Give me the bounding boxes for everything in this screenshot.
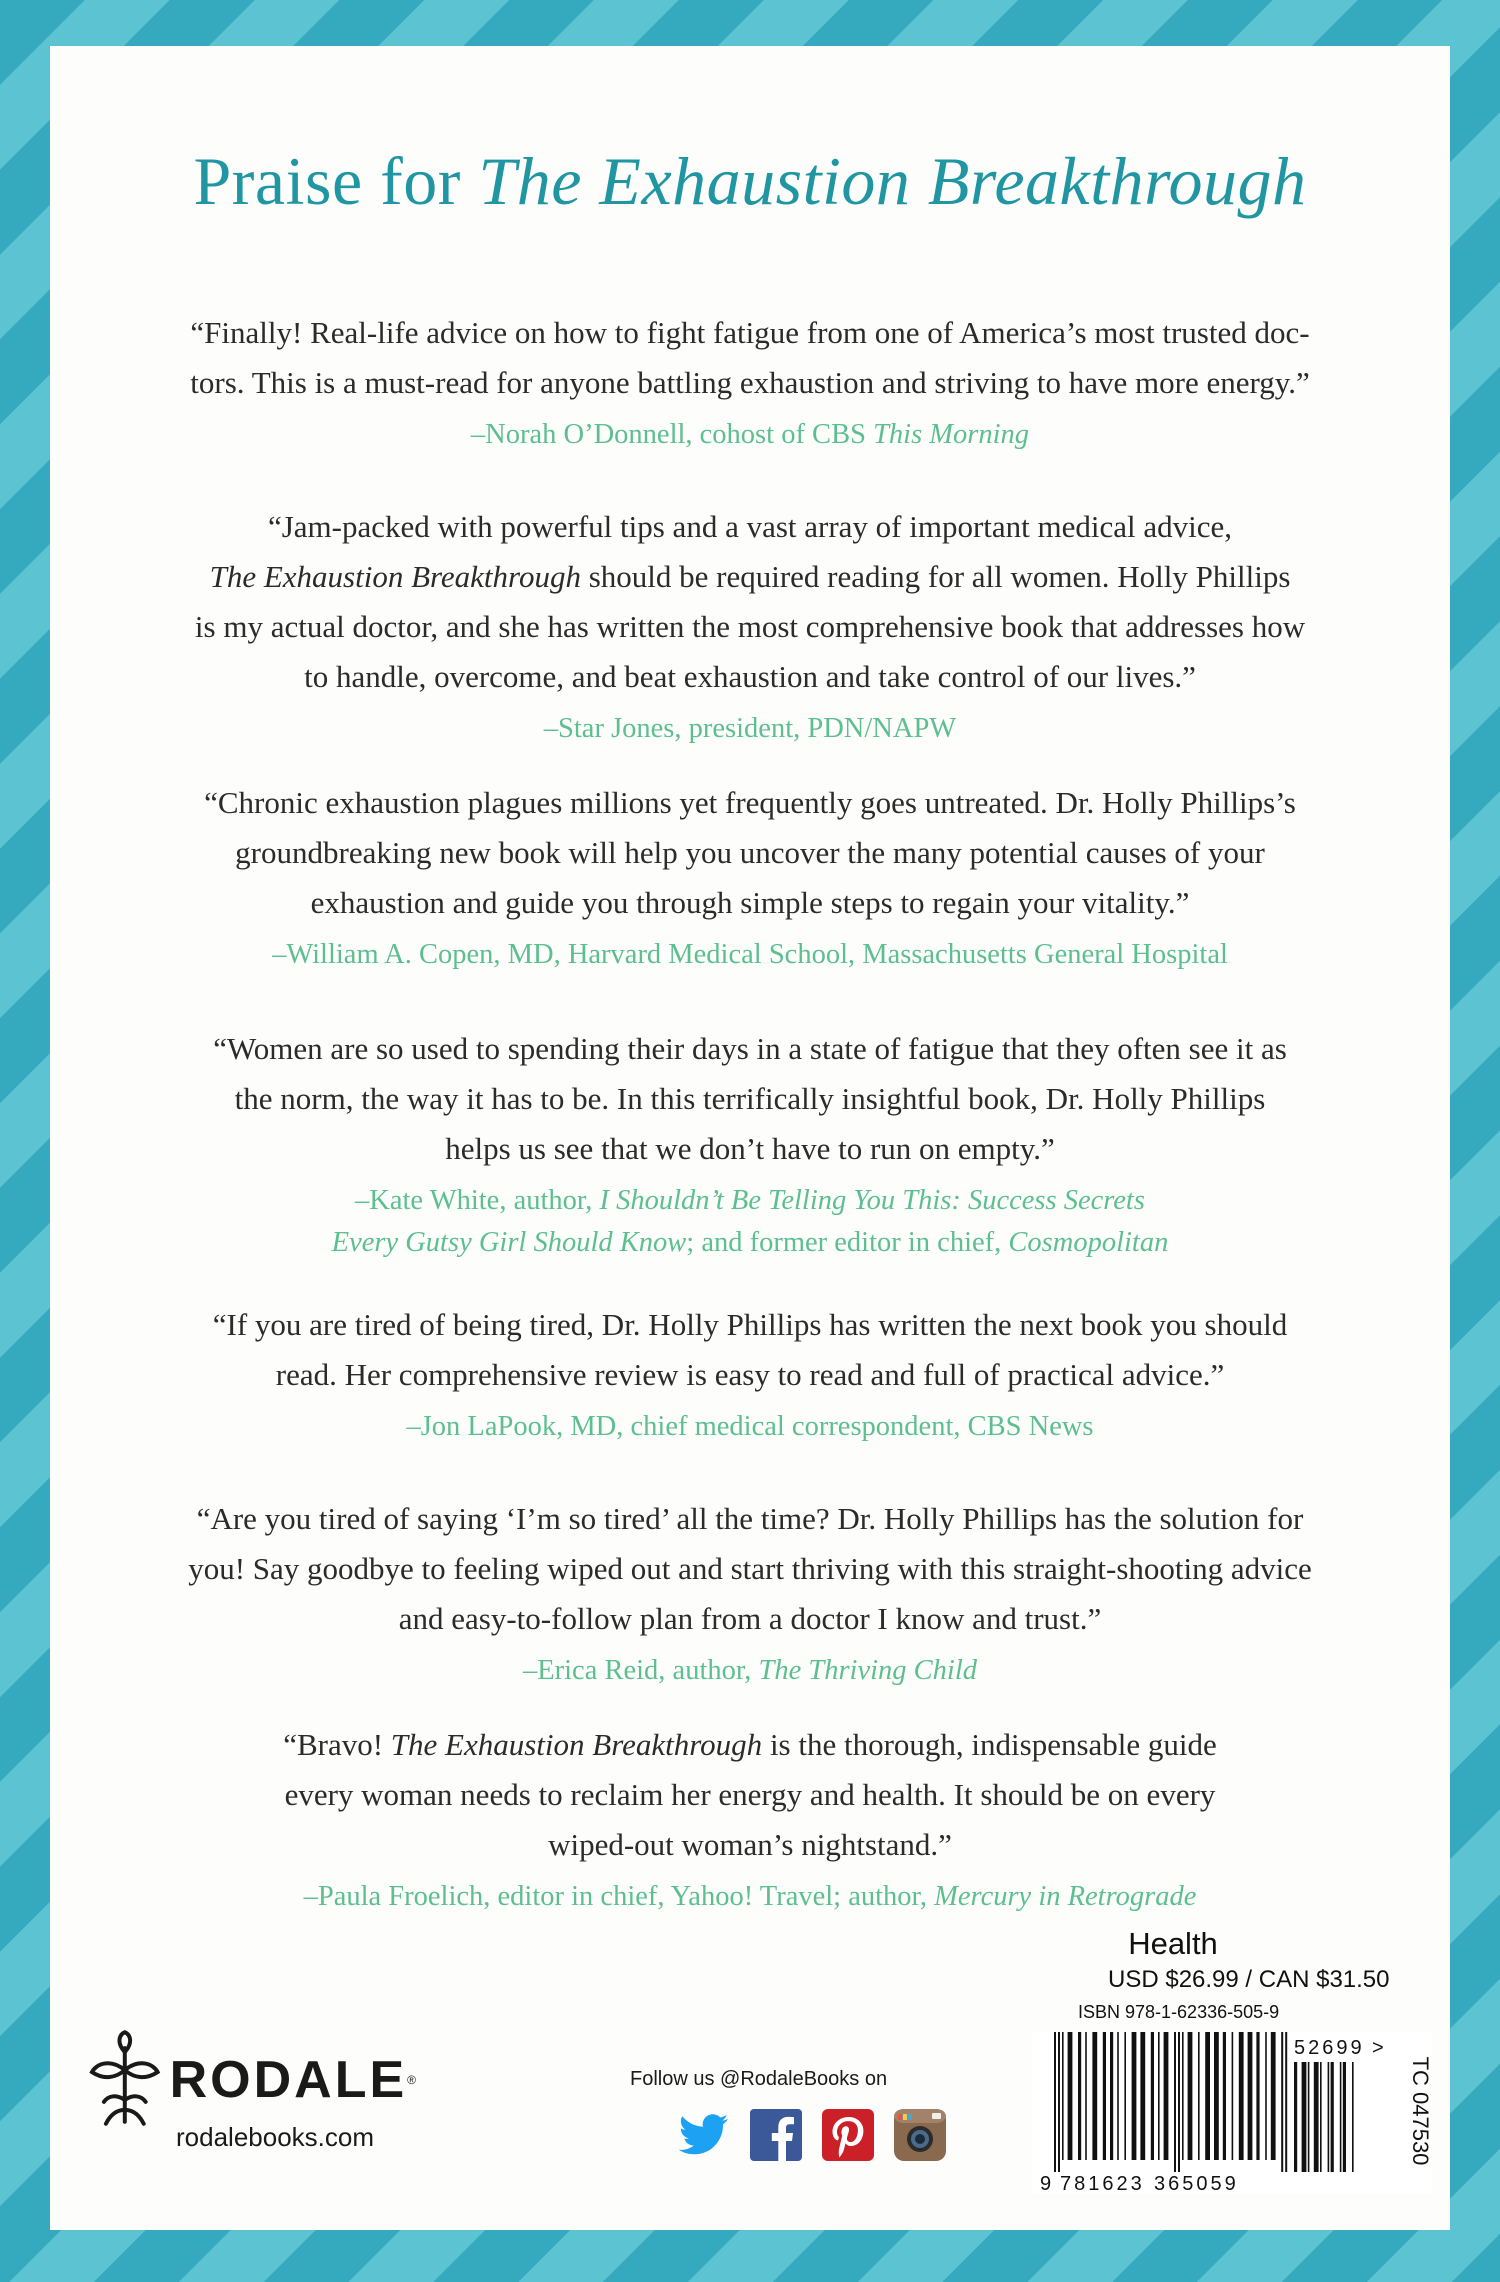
quote-norah-odonnell — [90, 308, 1410, 456]
barcode-bar — [1103, 2032, 1106, 2160]
barcode-bar — [1352, 2062, 1354, 2172]
barcode-bar — [1174, 2032, 1176, 2172]
title-book-name: The Exhaustion Breakthrough — [478, 143, 1307, 219]
barcode-bar — [1110, 2032, 1113, 2160]
quote-paula-froelich — [90, 1720, 1410, 1918]
twitter-icon — [676, 2107, 732, 2163]
barcode-bar — [1248, 2032, 1253, 2160]
social-block — [618, 2068, 948, 2163]
quote-william-copen — [90, 778, 1410, 976]
quote-kate-white — [90, 1024, 1410, 1264]
quote-attribution: –William A. Copen, MD, Harvard Medical School, Massachusetts General Hospital — [272, 939, 1228, 970]
barcode-bar — [1158, 2032, 1160, 2160]
quote-jon-lapook — [90, 1300, 1410, 1448]
retail-block — [1028, 1926, 1448, 2196]
barcode-bar — [1054, 2032, 1056, 2172]
barcode-bar — [1062, 2032, 1064, 2160]
barcode-bar — [1068, 2032, 1073, 2160]
barcode-bar — [1151, 2032, 1154, 2160]
barcode-bar — [1117, 2032, 1119, 2160]
barcode-bar — [1132, 2032, 1137, 2160]
barcode-bar — [1188, 2032, 1193, 2160]
publisher-logo — [86, 2030, 416, 2130]
quote-text: “Jam-packed with powerful tips and a vast array of important medical advice, The Exhaustion Breakthrough should be required reading for all women. Holly Phillips is my actual doctor, and she has written the most comprehensive book that addresses how to handle, overcome, and beat exhaustion and take control of our lives.” — [194, 509, 1306, 694]
barcode-digit-lead: 9 — [1040, 2173, 1052, 2194]
publisher-website: rodalebooks.com — [176, 2122, 374, 2152]
page-title — [50, 142, 1450, 221]
barcode-bar — [1164, 2032, 1169, 2160]
quote-text: “Are you tired of saying ‘I’m so tired’ all the time? Dr. Holly Phillips has the solution for you! Say goodbye to feeling wiped out and start thriving with this straight-shooting advice and easy-to-follow plan from a doctor I know and trust.” — [188, 1501, 1312, 1636]
barcode-bars — [1054, 2032, 1287, 2172]
barcode-bar — [1294, 2062, 1297, 2172]
barcode-bar — [1328, 2062, 1330, 2172]
instagram-icon — [892, 2107, 948, 2163]
social-icons — [676, 2107, 948, 2163]
quote-attribution: –Kate White, author, I Shouldn’t Be Telling You This: Success Secrets Every Gutsy Girl Should Know; and former editor in chief, Cosmopolitan — [331, 1185, 1169, 1258]
rodale-leaf-icon — [86, 2030, 164, 2130]
barcode-bar — [1314, 2062, 1319, 2172]
barcode-bar — [1308, 2062, 1310, 2172]
title-prefix: Praise for — [193, 143, 479, 219]
barcode-addon-digits: 52699 — [1294, 2037, 1365, 2059]
quote-text: “Bravo! The Exhaustion Breakthrough is the thorough, indispensable guide every woman needs to reclaim her energy and health. It should be on every wiped-out woman’s nightstand.” — [283, 1727, 1217, 1862]
quote-attribution: –Paula Froelich, editor in chief, Yahoo! Travel; author, Mercury in Retrograde — [303, 1881, 1197, 1912]
pinterest-icon — [820, 2107, 876, 2163]
quote-text: “If you are tired of being tired, Dr. Holly Phillips has written the next book you should read. Her comprehensive review is easy to read and full of practical advice.” — [212, 1307, 1288, 1392]
barcode-bar — [1124, 2032, 1126, 2160]
registered-mark: ® — [407, 2073, 416, 2087]
quote-erica-reid — [90, 1494, 1410, 1692]
barcode-addon-arrow: > — [1372, 2037, 1384, 2059]
quote-star-jones — [90, 502, 1410, 750]
price-label: USD $26.99 / CAN $31.50 — [1108, 1966, 1390, 1993]
barcode-addon-bars — [1294, 2062, 1354, 2172]
publisher-block — [86, 2030, 416, 2170]
facebook-icon — [748, 2107, 804, 2163]
barcode-bar — [1340, 2062, 1342, 2172]
barcode-digits-group1: 781623 — [1060, 2173, 1145, 2194]
isbn-label: ISBN 978-1-62336-505-9 — [1078, 2002, 1280, 2022]
barcode-digits-group2: 365059 — [1154, 2173, 1239, 2194]
barcode-bar — [1256, 2032, 1259, 2160]
barcode-bar — [1285, 2032, 1287, 2172]
back-cover-panel — [50, 46, 1450, 2230]
quote-attribution: –Star Jones, president, PDN/NAPW — [543, 713, 957, 744]
barcode-bar — [1078, 2032, 1081, 2160]
quote-text: “Finally! Real-life advice on how to fight fatigue from one of America’s most trusted doc- tors. This is a must-read for anyone battling exhaustion and striving to have more energy.” — [190, 315, 1310, 400]
barcode-bar — [1281, 2032, 1283, 2172]
quote-attribution: –Erica Reid, author, The Thriving Child — [522, 1655, 978, 1686]
barcode-bar — [1302, 2062, 1307, 2172]
quote-text: “Women are so used to spending their days in a state of fatigue that they often see it as the norm, the way it has to be. In this terrifically insightful book, Dr. Holly Phillips helps us see that we don’t have to run on empty.” — [213, 1031, 1287, 1166]
barcode-bar — [1331, 2062, 1334, 2172]
barcode-bar — [1343, 2062, 1346, 2172]
barcode-bar — [1140, 2032, 1145, 2160]
follow-text: Follow us @RodaleBooks on — [630, 2068, 888, 2090]
quote-text: “Chronic exhaustion plagues millions yet frequently goes untreated. Dr. Holly Phillips’s groundbreaking new book will help you uncover the many potential causes of your exhaustion and guide you through simple steps to regain your vitality.” — [204, 785, 1296, 920]
category-label: Health — [1128, 1926, 1218, 1961]
isbn-barcode — [1032, 2032, 1432, 2194]
barcode-bar — [1214, 2032, 1219, 2160]
barcode-bar — [1178, 2032, 1180, 2172]
barcode-bar — [1205, 2032, 1210, 2160]
quote-attribution: –Norah O’Donnell, cohost of CBS This Morning — [470, 419, 1030, 450]
barcode-bar — [1320, 2062, 1322, 2172]
barcode-bar — [1092, 2032, 1097, 2160]
barcode-bar — [1271, 2032, 1276, 2160]
barcode-bar — [1239, 2032, 1244, 2160]
barcode-bar — [1232, 2032, 1234, 2160]
barcode-bar — [1198, 2032, 1200, 2160]
barcode-bar — [1058, 2032, 1060, 2172]
barcode-bar — [1265, 2032, 1267, 2160]
publisher-name: RODALE — [169, 2051, 408, 2109]
barcode-bar — [1223, 2032, 1226, 2160]
barcode-bar — [1182, 2032, 1184, 2160]
tc-code: TC 047530 — [1408, 2056, 1433, 2166]
barcode-bar — [1085, 2032, 1087, 2160]
quote-attribution: –Jon LaPook, MD, chief medical correspondent, CBS News — [406, 1411, 1094, 1442]
